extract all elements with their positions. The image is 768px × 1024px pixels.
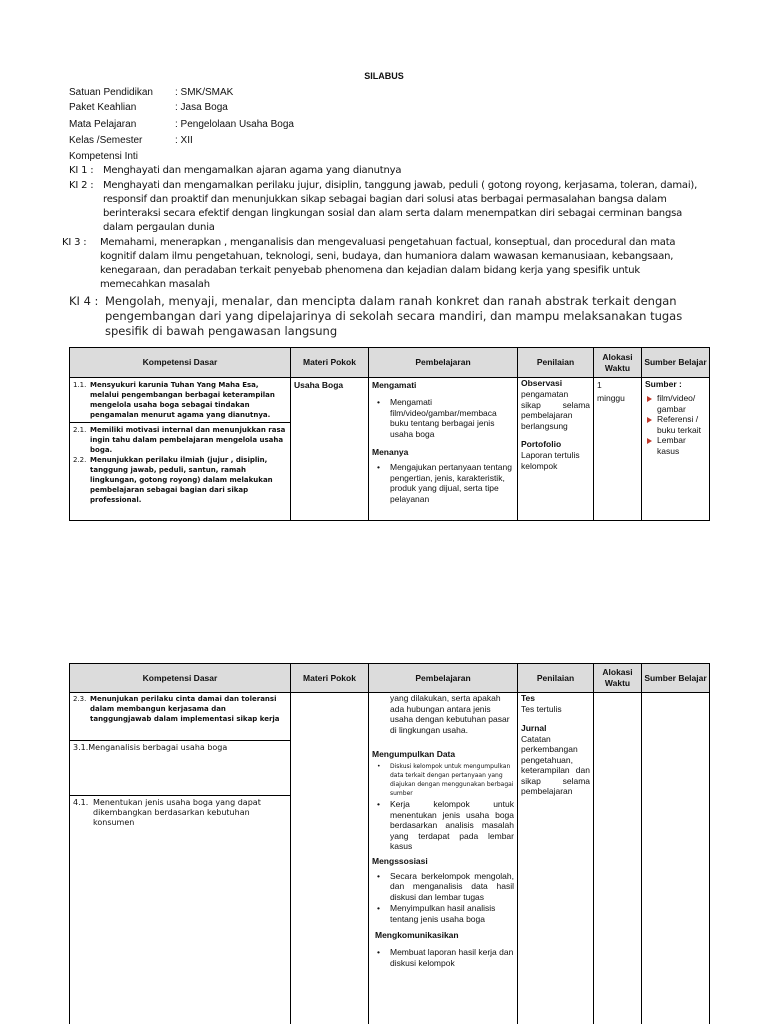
ki-text: Menghayati dan mengamalkan perilaku jujur, disiplin, tanggung jawab, peduli ( gotong royong, kerjasama, toleran, damai), responsif dan proaktif dan menunjukkan sikap sebagai bagian dari solusi atas berbagai permasalahan bangsa dalam berinteraksi secara efektif dengan lingkungan sosial dan alam serta dalam menempatkan diri sebagai cerminan bangsa dalam pergaulan dunia xyxy=(103,180,698,233)
silabus-table-1 xyxy=(69,347,710,521)
header-pembelajaran: Pembelajaran xyxy=(369,664,518,693)
assessment-text: pengamatan sikap selama pembelajaran berlangsung xyxy=(521,389,590,431)
header-kompetensi-dasar: Kompetensi Dasar xyxy=(70,664,291,693)
ki-1 xyxy=(69,164,709,180)
kd-item: 2.2. Menunjukkan perilaku ilmiah (jujur , disiplin, tanggung jawab, peduli, santun, ramah lingkungan, gotong royong) dalam melakukan pembelajaran sebagai bagian dari sikap professional. xyxy=(73,456,273,504)
meta-value: : SMK/SMAK xyxy=(175,87,234,98)
alokasi-cell xyxy=(594,693,642,1024)
meta-value: : Pengelolaan Usaha Boga xyxy=(175,119,294,130)
kd-item: 3.1.Menganalisis berbagai usaha boga xyxy=(73,743,228,752)
kd-cell xyxy=(70,378,291,521)
header-penilaian: Penilaian xyxy=(518,348,594,378)
step-item: • Diskusi kelompok untuk mengumpulkan data terkait dengan pertanyaan yang diajukan dengan menggunakan berbagai sumber xyxy=(372,762,514,798)
header-pembelajaran: Pembelajaran xyxy=(369,348,518,378)
header-sumber-belajar: Sumber Belajar xyxy=(642,348,710,378)
meta-key: Mata Pelajaran xyxy=(69,119,137,130)
kd-item: 4.1. Menentukan jenis usaha boga yang dapat dikembangkan berdasarkan kebutuhan konsumen xyxy=(73,798,261,827)
kd-item: 2.3. Menunjukan perilaku cinta damai dan toleransi dalam membangun kerjasama dan tanggungjawab dalam implementasi sikap kerja xyxy=(73,695,280,723)
header-alokasi-waktu: Alokasi Waktu xyxy=(594,664,642,693)
pembelajaran-cell xyxy=(369,693,518,1024)
header-alokasi-waktu: Alokasi Waktu xyxy=(594,348,642,378)
ki-4 xyxy=(69,294,709,340)
sumber-cell xyxy=(642,693,710,1024)
ki-text: Menghayati dan mengamalkan ajaran agama yang dianutnya xyxy=(103,165,402,176)
header-penilaian: Penilaian xyxy=(518,664,594,693)
materi-pokok-cell xyxy=(291,693,369,1024)
step-item: • Menyimpulkan hasil analisis tentang jenis usaha boga xyxy=(372,903,514,924)
meta-key: Satuan Pendidikan xyxy=(69,87,153,98)
step-item: • Secara berkelompok mengolah, dan menganalisis data hasil diskusi dan lembar tugas xyxy=(372,871,514,903)
pembelajaran-cell xyxy=(369,378,518,521)
step-heading: Mengumpulkan Data xyxy=(372,749,456,759)
kd-cell xyxy=(70,693,291,1024)
assessment-heading: Tes xyxy=(521,693,536,703)
silabus-table-2 xyxy=(69,663,710,1024)
ki-text: Mengolah, menyaji, menalar, dan mencipta dalam ranah konkret dan ranah abstrak terkait dengan pengembangan dari yang dipelajarinya di sekolah secara mandiri, dan mampu melaksanakan tugas spesifik di bawah pengawasan langsung xyxy=(105,294,683,338)
ki-label: KI 4 : xyxy=(69,294,99,308)
ki-2 xyxy=(69,179,709,239)
source-item: film/video/ gambar xyxy=(645,393,706,414)
penilaian-cell xyxy=(518,378,594,521)
header-kompetensi-dasar: Kompetensi Dasar xyxy=(70,348,291,378)
step-item: • Mengamati film/video/gambar/membaca buku tentang berbagai jenis usaha boga xyxy=(372,397,514,439)
alokasi-cell: 1 minggu xyxy=(594,378,642,521)
meta-key: Kelas /Semester xyxy=(69,135,143,146)
page-title: SILABUS xyxy=(364,71,404,81)
source-heading: Sumber : xyxy=(645,379,682,389)
kd-item: 1.1. Mensyukuri karunia Tuhan Yang Maha Esa, melalui pengembangan berbagai keterampilan mengelola usaha boga sebagai tindakan pengamalan menurut agama yang dianutnya. xyxy=(73,381,275,419)
step-heading: Mengamati xyxy=(372,380,417,390)
source-item: Lembar kasus xyxy=(645,435,706,456)
assessment-text: Tes tertulis xyxy=(521,704,562,714)
header-materi-pokok: Materi Pokok xyxy=(291,348,369,378)
ki-label: KI 1 : xyxy=(69,165,94,176)
assessment-heading: Observasi xyxy=(521,378,563,388)
ki-label: KI 2 : xyxy=(69,180,94,191)
assessment-text: Laporan tertulis kelompok xyxy=(521,450,580,471)
step-heading: Mengssosiasi xyxy=(372,855,428,866)
step-item: • Membuat laporan hasil kerja dan diskusi kelompok xyxy=(372,947,514,968)
ki-text: Memahami, menerapkan , menganalisis dan mengevaluasi pengetahuan factual, konseptual, dan procedural dan mata kognitif dalam ilmu pengetahuan, teknologi, seni, budaya, dan humaniora dalam wawasan kemanusiaan, kebangsaan, kenegaraan, dan peradaban terkait penyebab phenomena dan kejadian dalam bidang kerja yang spesifik untuk memecahkan masalah xyxy=(100,237,676,290)
assessment-text: Catatan perkembangan pengetahuan, keterampilan dan sikap selama pembelajaran xyxy=(521,733,590,796)
source-item: Referensi / buku terkait xyxy=(645,414,706,435)
step-heading: Menanya xyxy=(372,447,409,457)
kd-item: 2.1. Memiliki motivasi internal dan menunjukkan rasa ingin tahu dalam pembelajaran mengelola usaha boga. xyxy=(73,426,286,454)
step-item: • Mengajukan pertanyaan tentang pengertian, jenis, karakteristik, produk yang dijual, serta tipe pelayanan xyxy=(372,462,514,504)
step-item: yang dilakukan, serta apakah ada hubungan antara jenis usaha dengan kebutuhan pasar di lingkungan usaha. xyxy=(390,693,510,735)
header-sumber-belajar: Sumber Belajar xyxy=(642,664,710,693)
meta-value: : XII xyxy=(175,135,193,146)
step-item: • Kerja kelompok untuk menentukan jenis usaha boga berdasarkan analisis masalah yang terdapat pada lembar kasus xyxy=(372,799,514,852)
step-heading: Mengkomunikasikan xyxy=(375,930,459,940)
sumber-cell xyxy=(642,378,710,521)
meta-value: : Jasa Boga xyxy=(175,102,228,113)
penilaian-cell xyxy=(518,693,594,1024)
assessment-heading: Portofolio xyxy=(521,439,562,449)
materi-pokok-cell: Usaha Boga xyxy=(291,378,369,521)
header-materi-pokok: Materi Pokok xyxy=(291,664,369,693)
ki-3 xyxy=(62,236,712,292)
assessment-heading: Jurnal xyxy=(521,722,547,733)
meta-key: Kompetensi Inti xyxy=(69,151,138,162)
ki-label: KI 3 : xyxy=(62,237,87,248)
meta-key: Paket Keahlian xyxy=(69,102,137,113)
